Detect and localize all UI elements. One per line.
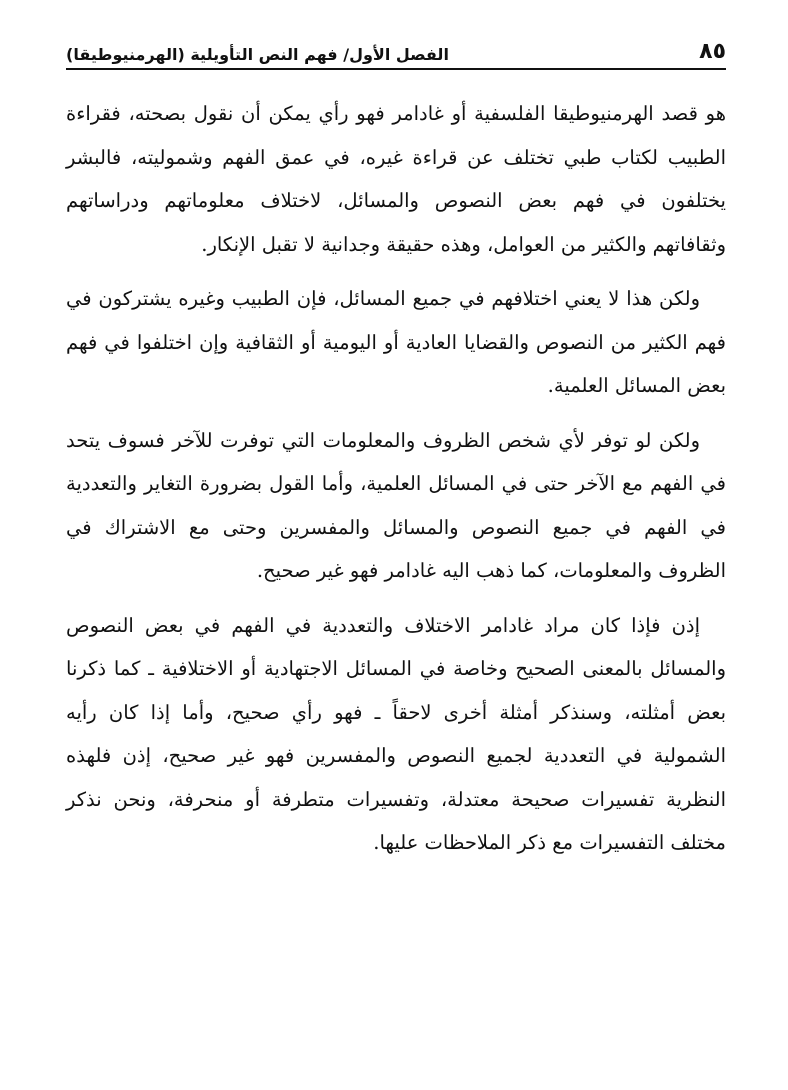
page-header [66,30,726,64]
paragraph-3: ولكن لو توفر لأي شخص الظروف والمعلومات التي توفرت للآخر فسوف يتحد في الفهم مع الآخر حتى في المسائل العلمية، وأما القول بضرورة التغاير والتعددية في الفهم في جميع النصوص والمسائل والمفسرين وحتى مع الاشتراك في الظروف والمعلومات، كما ذهب اليه غادامر فهو غير صحيح. [66,428,726,582]
page-number: ٨٥ [699,39,726,64]
running-head: الفصل الأول/ فهم النص التأويلية (الهرمنيوطيقا) [66,45,449,64]
paragraph-4: إذن فإذا كان مراد غادامر الاختلاف والتعددية في الفهم في بعض النصوص والمسائل بالمعنى الصحيح وخاصة في المسائل الاجتهادية أو الاختلافية ـ كما ذكرنا بعض أمثلته، وسنذكر أمثلة أخرى لاحقاً ـ فهو رأي صحيح، وأما إذا كان رأيه الشمولية في التعددية لجميع النصوص والمفسرين فهو غير صحيح، إذن فلهذه النظرية تفسيرات صحيحة معتدلة، وتفسيرات متطرفة أو منحرفة، ونحن نذكر مختلف التفسيرات مع ذكر الملاحظات عليها. [66,613,726,854]
body-text [66,92,726,876]
paragraph-1: هو قصد الهرمنيوطيقا الفلسفية أو غادامر فهو رأي يمكن أن نقول بصحته، فقراءة الطبيب لكتاب طبي تختلف عن قراءة غيره، في عمق الفهم وشموليته، فالبشر يختلفون في فهم بعض النصوص والمسائل، لاختلاف معلوماتهم ودراساتهم وثقافاتهم والكثير من العوامل، وهذه حقيقة وجدانية لا تقبل الإنكار. [66,102,726,256]
paragraph-2: ولكن هذا لا يعني اختلافهم في جميع المسائل، فإن الطبيب وغيره يشتركون في فهم الكثير من النصوص والقضايا العادية أو اليومية أو الثقافية وإن اختلفوا في فهم بعض المسائل العلمية. [66,287,726,397]
header-rule [66,68,726,70]
